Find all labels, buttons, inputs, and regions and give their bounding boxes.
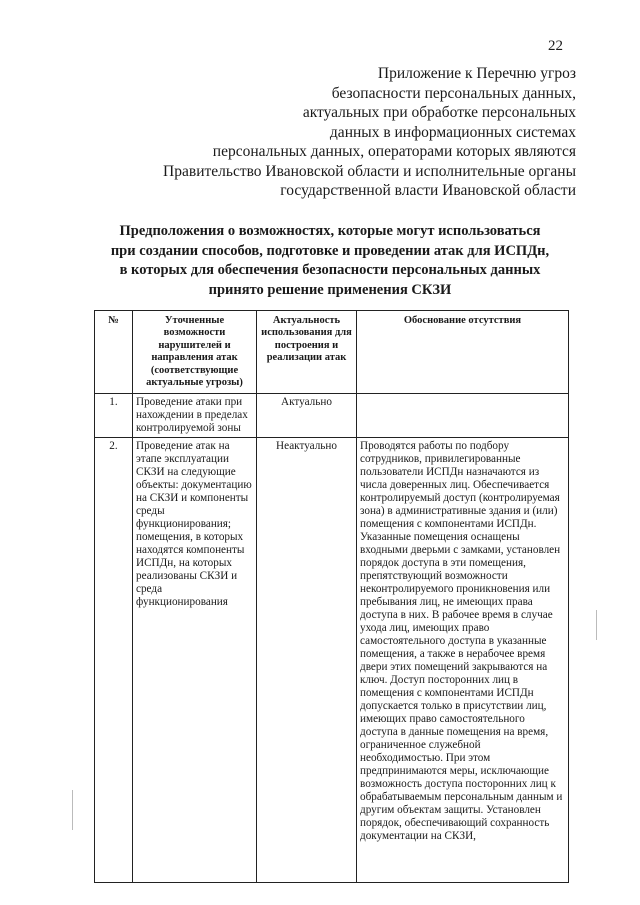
header-relevance: Актуальность использования для построения и реализации атак	[257, 311, 357, 394]
header-num: №	[95, 311, 133, 394]
title-line: Предположения о возможностях, которые могут использоваться	[119, 223, 541, 239]
row-justification: Проводятся работы по подбору сотрудников, привилегированные пользователи ИСПДн назначаются из числа доверенных лиц. Обеспечивается контролируемый доступ (контролируемая зона) в административные здания и (или) помещения с компонентами ИСПДн. Указанные помещения оснащены входными дверьми с замками, установлен порядок доступа в эти помещения, препятствующий возможности неконтролируемого проникновения или пребывания лиц, не имеющих права доступа в них. В рабочее время в случае ухода лиц, имеющих право самостоятельного доступа в указанные помещения, а также в нерабочее время двери этих помещений закрываются на ключ. Доступ посторонних лиц в помещения с компонентами ИСПДн допускается только в присутствии лиц, имеющих право самостоятельного доступа в данные помещения на время, ограниченное служебной необходимостью. При этом предпринимаются меры, исключающие возможность доступа посторонних лиц к обрабатываемым персональным данным и другим объектам защиты. Установлен порядок, обеспечивающий сохранность документации на СКЗИ,	[357, 438, 569, 883]
title-line: в которых для обеспечения безопасности персональных данных	[119, 262, 541, 278]
appendix-line: данных в информационных системах	[329, 123, 576, 141]
scan-artifact	[72, 790, 73, 830]
table-row	[95, 438, 569, 883]
scan-artifact	[596, 610, 597, 640]
row-relevance: Актуально	[257, 394, 357, 438]
appendix-line: государственной власти Ивановской области	[280, 182, 576, 199]
header-capability: Уточненные возможности нарушителей и направления атак (соответствующие актуальные угрозы)	[133, 311, 257, 394]
title-line: при создании способов, подготовке и проведении атак для ИСПДн,	[110, 242, 550, 259]
appendix-line: безопасности персональных данных,	[331, 84, 576, 102]
row-relevance: Неактуально	[257, 438, 357, 883]
appendix-line: персональных данных, операторами которых являются	[212, 143, 576, 160]
page-number: 22	[548, 38, 563, 54]
table-header-row	[95, 311, 569, 394]
header-justification: Обоснование отсутствия	[357, 311, 569, 394]
appendix-line: актуальных при обработке персональных	[302, 104, 576, 121]
threats-table	[94, 310, 569, 883]
row-num: 2.	[95, 438, 133, 883]
appendix-header	[163, 64, 576, 201]
title-line: принято решение применения СКЗИ	[208, 281, 452, 298]
document-title	[90, 222, 570, 300]
row-num: 1.	[95, 394, 133, 438]
row-justification	[357, 394, 569, 438]
table-row	[95, 394, 569, 438]
row-capability: Проведение атаки при нахождении в пределах контролируемой зоны	[133, 394, 257, 438]
appendix-line: Приложение к Перечню угроз	[377, 65, 576, 82]
appendix-line: Правительство Ивановской области и исполнительные органы	[163, 162, 576, 180]
row-capability: Проведение атак на этапе эксплуатации СКЗИ на следующие объекты: документацию на СКЗИ и компоненты среды функционирования; помещения, в которых находятся компоненты ИСПДн, на которых реализованы СКЗИ и среда функционирования	[133, 438, 257, 883]
